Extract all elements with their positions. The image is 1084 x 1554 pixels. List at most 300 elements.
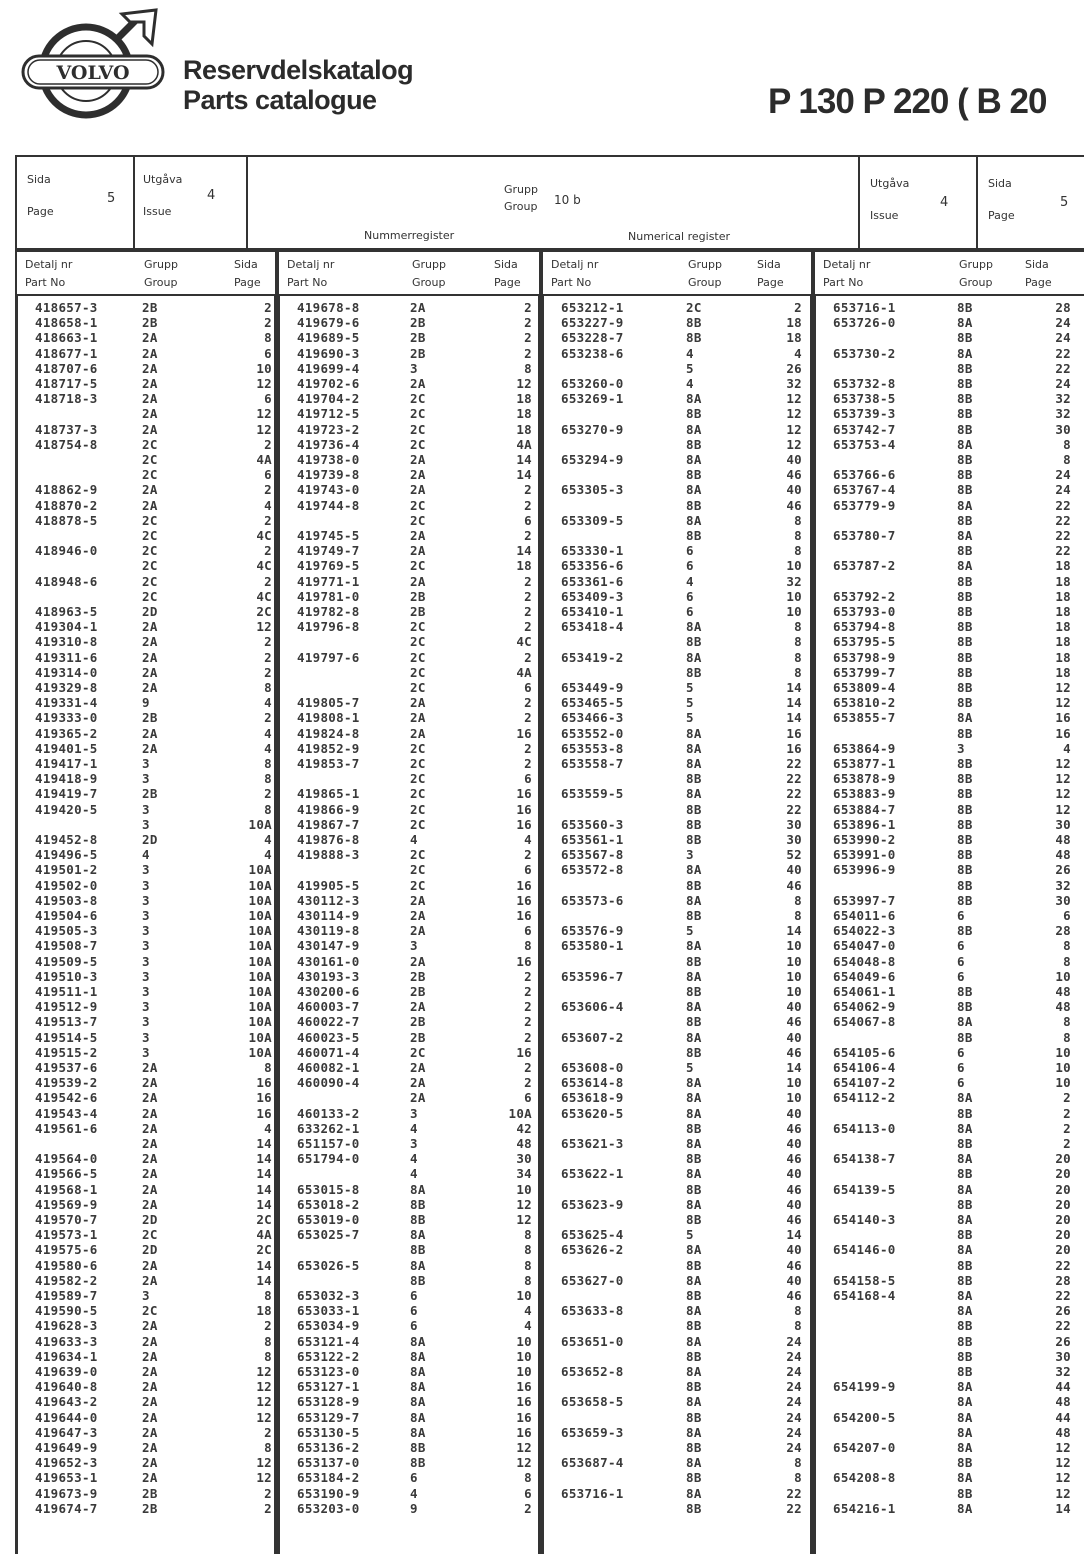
- page-ref: 24: [786, 1409, 802, 1425]
- table-row: [561, 361, 803, 376]
- group-header-en: Group: [688, 276, 722, 289]
- table-row: [35, 832, 272, 847]
- part-number: 460003-7: [297, 999, 360, 1015]
- table-row: [833, 710, 1078, 725]
- group-code: 2B: [410, 1029, 426, 1045]
- page-ref: 14: [256, 1257, 272, 1273]
- page-ref: 16: [516, 1044, 532, 1060]
- table-row: [297, 574, 531, 589]
- part-number: 653190-9: [297, 1485, 360, 1501]
- table-row: [833, 1364, 1078, 1379]
- table-row: [833, 634, 1078, 649]
- page-ref: 4C: [256, 588, 272, 604]
- page-ref: 40: [786, 1242, 802, 1258]
- part-number: 430147-9: [297, 938, 360, 954]
- table-row: [297, 1349, 531, 1364]
- page-ref: 20: [1055, 1151, 1071, 1167]
- page-ref: 16: [516, 953, 532, 969]
- page-ref: 40: [786, 1029, 802, 1045]
- group-code: 2C: [410, 497, 426, 513]
- table-row: [35, 1136, 272, 1151]
- page-ref: 2: [524, 528, 532, 543]
- group-code: 6: [957, 953, 965, 969]
- part-number: 430112-3: [297, 892, 360, 908]
- group-code: 3: [142, 953, 150, 969]
- group-code: 2A: [142, 1318, 158, 1334]
- part-number: 419805-7: [297, 695, 360, 711]
- group-code: 8B: [686, 1212, 702, 1227]
- group-code: 8B: [686, 436, 702, 452]
- group-header-en: Group: [412, 276, 446, 289]
- page-ref: 48: [1055, 999, 1071, 1015]
- table-row: [35, 1029, 272, 1045]
- page-ref: 14: [786, 695, 802, 711]
- table-row: [561, 771, 803, 786]
- group-code: 2C: [410, 862, 426, 878]
- part-number: 460071-4: [297, 1044, 360, 1060]
- part-number: 419509-5: [35, 953, 98, 969]
- part-number: 419678-8: [297, 300, 360, 315]
- group-code: 8B: [686, 664, 702, 680]
- table-row: [35, 1485, 272, 1501]
- table-row: [561, 406, 803, 421]
- table-row: [297, 346, 531, 361]
- group-code: 2C: [142, 1227, 158, 1243]
- group-code: 5: [686, 360, 694, 376]
- table-row: [35, 786, 272, 802]
- group-header-sv: Grupp: [688, 258, 722, 271]
- table-row: [297, 680, 531, 695]
- page-ref: 48: [1055, 1424, 1071, 1440]
- part-number: 419496-5: [35, 847, 98, 863]
- page-ref: 40: [786, 862, 802, 878]
- table-row: [297, 893, 531, 908]
- page-ref: 22: [1055, 497, 1071, 513]
- column-header: [813, 250, 1084, 296]
- page-ref: 10: [786, 558, 802, 574]
- page-ref: 14: [256, 1151, 272, 1167]
- part-number: 430193-3: [297, 968, 360, 984]
- page-ref: 46: [786, 467, 802, 483]
- page-ref: 32: [1055, 391, 1071, 407]
- part-number: 419575-6: [35, 1242, 98, 1258]
- table-row: [833, 1014, 1078, 1029]
- group-code: 8B: [686, 1409, 702, 1425]
- group-code: 8A: [686, 862, 702, 878]
- table-row: [833, 422, 1078, 437]
- page-ref: 46: [786, 1120, 802, 1136]
- group-code: 8A: [686, 938, 702, 954]
- table-row: [833, 832, 1078, 847]
- group-code: 2A: [142, 1060, 158, 1075]
- part-number: 654105-6: [833, 1044, 896, 1060]
- table-row: [561, 1501, 803, 1516]
- page-ref: 4C: [256, 528, 272, 543]
- group-code: 8B: [957, 376, 973, 391]
- table-row: [833, 452, 1078, 467]
- table-row: [561, 710, 803, 725]
- group-code: 2A: [410, 573, 426, 589]
- group-code: 8B: [686, 832, 702, 847]
- issue-box-left: [133, 155, 248, 250]
- table-row: [35, 908, 272, 923]
- group-code: 2A: [142, 1120, 158, 1136]
- part-number: 654107-2: [833, 1075, 896, 1091]
- page-ref: 4A: [516, 664, 532, 680]
- part-number: 419723-2: [297, 421, 360, 437]
- part-number: 654113-0: [833, 1120, 896, 1136]
- group-code: 8B: [957, 1227, 973, 1243]
- group-code: 6: [957, 908, 965, 923]
- table-row: [561, 695, 803, 710]
- page-ref: 46: [786, 1044, 802, 1060]
- table-row: [833, 938, 1078, 953]
- table-row: [561, 923, 803, 938]
- page-ref: 2: [524, 604, 532, 619]
- part-number: 653855-7: [833, 710, 896, 726]
- group-code: 8A: [957, 1242, 973, 1258]
- group-code: 8B: [957, 1196, 973, 1212]
- table-row: [561, 1288, 803, 1303]
- group-code: 8B: [957, 330, 973, 346]
- table-row: [35, 847, 272, 863]
- page-ref: 16: [516, 816, 532, 832]
- page-ref: 8: [794, 1470, 802, 1486]
- table-row: [561, 1258, 803, 1273]
- table-row: [833, 984, 1078, 999]
- page-ref: 20: [1055, 1212, 1071, 1227]
- group-code: 8A: [957, 528, 973, 543]
- part-number: 419561-6: [35, 1120, 98, 1136]
- part-number: 653799-7: [833, 664, 896, 680]
- table-row: [833, 1273, 1078, 1288]
- page-ref: 22: [1055, 528, 1071, 543]
- page-ref: 10A: [248, 1029, 272, 1045]
- page-ref: 30: [786, 832, 802, 847]
- group-code: 2A: [410, 923, 426, 939]
- part-number: 419852-9: [297, 740, 360, 756]
- group-code: 2C: [410, 634, 426, 650]
- part-number: 654067-8: [833, 1014, 896, 1030]
- table-row: [297, 330, 531, 345]
- group-code: 8B: [957, 999, 973, 1015]
- part-number: 654199-9: [833, 1379, 896, 1395]
- table-row: [561, 1303, 803, 1318]
- table-row: [561, 817, 803, 832]
- group-code: 8A: [957, 1394, 973, 1410]
- group-code: 4: [142, 847, 150, 863]
- group-code: 8B: [957, 588, 973, 604]
- part-number: 419513-7: [35, 1014, 98, 1030]
- part-number: 653877-1: [833, 756, 896, 771]
- group-code: 8B: [686, 984, 702, 999]
- part-number: 419738-0: [297, 452, 360, 467]
- group-code: 2A: [142, 1440, 158, 1455]
- page-ref: 10: [1055, 1075, 1071, 1091]
- group-code: 2C: [410, 558, 426, 574]
- table-row: [561, 954, 803, 969]
- page-ref: 10: [786, 1090, 802, 1106]
- group-code: 8A: [410, 1379, 426, 1395]
- group-code: 6: [410, 1470, 418, 1486]
- table-row: [561, 1379, 803, 1394]
- group-code: 8A: [957, 1014, 973, 1030]
- page-ref: 12: [516, 1212, 532, 1227]
- page-ref: 4A: [256, 1227, 272, 1243]
- table-row: [833, 954, 1078, 969]
- page-ref: 16: [1055, 710, 1071, 726]
- group-code: 8A: [957, 497, 973, 513]
- part-number: 460022-7: [297, 1014, 360, 1030]
- table-row: [297, 406, 531, 421]
- page-ref: 4A: [516, 436, 532, 452]
- table-row: [35, 1120, 272, 1136]
- page-ref: 8: [1063, 1014, 1071, 1030]
- group-code: 2D: [142, 832, 158, 847]
- page-label-en: Page: [27, 205, 54, 218]
- group-code: 2C: [142, 573, 158, 589]
- part-number: 654048-8: [833, 953, 896, 969]
- table-row: [833, 1060, 1078, 1075]
- table-row: [297, 1090, 531, 1105]
- part-number: 653572-8: [561, 862, 624, 878]
- part-number: 419573-1: [35, 1227, 98, 1243]
- group-code: 2A: [410, 452, 426, 467]
- part-number: 419739-8: [297, 467, 360, 483]
- page-ref: 4: [524, 832, 532, 847]
- page-ref: 2: [524, 847, 532, 863]
- part-number: 419502-0: [35, 877, 98, 893]
- page-ref: 48: [1055, 1394, 1071, 1410]
- page-ref: 16: [256, 1090, 272, 1106]
- table-row: [35, 680, 272, 695]
- group-code: 2A: [410, 1060, 426, 1075]
- page-ref: 12: [256, 1455, 272, 1471]
- table-row: [561, 1045, 803, 1060]
- part-number: 653032-3: [297, 1288, 360, 1303]
- group-code: 3: [410, 1105, 418, 1121]
- part-number: 419508-7: [35, 938, 98, 954]
- table-row: [297, 923, 531, 938]
- page-ref: 18: [1055, 588, 1071, 604]
- page-ref: 2: [524, 300, 532, 315]
- page-ref: 10A: [248, 953, 272, 969]
- group-code: 8B: [686, 406, 702, 422]
- table-row: [833, 1258, 1078, 1273]
- group-code: 2A: [142, 1105, 158, 1121]
- part-number: 653227-9: [561, 315, 624, 331]
- table-row: [561, 330, 803, 345]
- group-code: 8B: [686, 634, 702, 650]
- group-code: 8B: [686, 1500, 702, 1516]
- part-number: 419639-0: [35, 1364, 98, 1379]
- group-code: 2C: [410, 649, 426, 665]
- issue-label-sv: Utgåva: [143, 173, 183, 186]
- group-code: 8A: [686, 1090, 702, 1106]
- page-ref: 32: [786, 376, 802, 391]
- part-number: 653739-3: [833, 406, 896, 422]
- table-row: [561, 878, 803, 893]
- page-ref: 16: [516, 801, 532, 817]
- table-row: [833, 726, 1078, 741]
- group-code: 2B: [142, 1500, 158, 1516]
- group-code: 8B: [957, 756, 973, 771]
- group-code: 8A: [957, 1409, 973, 1425]
- page-ref: 2: [524, 740, 532, 756]
- table-row: [297, 528, 531, 543]
- page-ref: 4: [524, 1303, 532, 1319]
- group-code: 4: [410, 1120, 418, 1136]
- part-number: 418870-2: [35, 497, 98, 513]
- group-code: 3: [142, 923, 150, 939]
- table-row: [35, 376, 272, 391]
- part-number: 418718-3: [35, 391, 98, 407]
- group-code: 8B: [957, 877, 973, 893]
- part-number: 653606-4: [561, 999, 624, 1015]
- page-ref: 40: [786, 452, 802, 467]
- group-code: 2A: [142, 1424, 158, 1440]
- table-row: [297, 391, 531, 406]
- group-code: 8B: [686, 528, 702, 543]
- page-ref: 8: [794, 619, 802, 635]
- group-code: 2A: [142, 1348, 158, 1364]
- table-row: [297, 1242, 531, 1257]
- part-number: 654139-5: [833, 1181, 896, 1197]
- group-code: 2C: [410, 740, 426, 756]
- page-ref: 28: [1055, 923, 1071, 939]
- page-ref: 2: [264, 664, 272, 680]
- page-ref: 46: [786, 877, 802, 893]
- table-row: [833, 817, 1078, 832]
- group-code: 2B: [410, 330, 426, 346]
- part-number: 653607-2: [561, 1029, 624, 1045]
- group-code: 4: [686, 573, 694, 589]
- page-ref: 8: [794, 1455, 802, 1471]
- table-row: [561, 1227, 803, 1242]
- page-ref: 22: [1055, 360, 1071, 376]
- page-ref: 2: [524, 968, 532, 984]
- page-box-left: [15, 155, 135, 250]
- group-code: 2A: [142, 1394, 158, 1410]
- page-ref: 10: [786, 1075, 802, 1091]
- page-header-en: Page: [494, 276, 521, 289]
- table-row: [561, 619, 803, 634]
- page-label-sv-right: Sida: [988, 177, 1012, 190]
- table-row: [833, 528, 1078, 543]
- part-number: 653238-6: [561, 345, 624, 361]
- group-code: 2C: [142, 528, 158, 543]
- page-ref: 2: [264, 436, 272, 452]
- part-number: 419590-5: [35, 1303, 98, 1319]
- group-code: 2C: [142, 558, 158, 574]
- table-row: [561, 650, 803, 665]
- group-code: 8A: [957, 1500, 973, 1516]
- part-number: 419888-3: [297, 847, 360, 863]
- group-code: 8A: [410, 1394, 426, 1410]
- table-row: [35, 968, 272, 984]
- part-number: 653626-2: [561, 1242, 624, 1258]
- page-ref: 16: [256, 1075, 272, 1091]
- page-ref: 2: [264, 300, 272, 315]
- part-number: 654146-0: [833, 1242, 896, 1258]
- page-ref: 8: [794, 543, 802, 559]
- group-code: 3: [142, 877, 150, 893]
- table-row: [297, 1166, 531, 1181]
- part-number: 653798-9: [833, 649, 896, 665]
- part-number: 419628-3: [35, 1318, 98, 1334]
- group-code: 2C: [410, 801, 426, 817]
- table-row: [833, 361, 1078, 376]
- table-row: [297, 619, 531, 634]
- page-ref: 24: [1055, 330, 1071, 346]
- group-code: 8B: [410, 1272, 426, 1288]
- part-number: 418963-5: [35, 604, 98, 619]
- table-row: [35, 1333, 272, 1349]
- page-ref: 2: [524, 345, 532, 361]
- group-code: 8B: [957, 1333, 973, 1349]
- page-ref: 10: [786, 968, 802, 984]
- group-code: 8B: [957, 1166, 973, 1182]
- page-ref: 14: [256, 1272, 272, 1288]
- group-code: 8B: [686, 1181, 702, 1197]
- table-row: [35, 391, 272, 407]
- page-ref: 14: [256, 1136, 272, 1151]
- table-row: [35, 816, 272, 832]
- part-number: 419647-3: [35, 1424, 98, 1440]
- part-number: 418862-9: [35, 482, 98, 498]
- table-row: [297, 1318, 531, 1333]
- page-ref: 40: [786, 1196, 802, 1212]
- group-code: 8A: [957, 1212, 973, 1227]
- page-ref: 2: [524, 999, 532, 1015]
- table-row: [35, 1455, 272, 1471]
- table-row: [35, 604, 272, 619]
- table-row: [35, 406, 272, 422]
- page-ref: 8: [1063, 452, 1071, 467]
- group-code: 8B: [957, 604, 973, 619]
- table-row: [561, 437, 803, 452]
- table-row: [297, 1455, 531, 1470]
- page-ref: 12: [1055, 1470, 1071, 1486]
- page-ref: 46: [786, 1288, 802, 1303]
- part-number: 653130-5: [297, 1424, 360, 1440]
- part-number: 418658-1: [35, 315, 98, 331]
- table-row: [297, 376, 531, 391]
- table-row: [35, 1409, 272, 1425]
- table-row: [833, 1501, 1078, 1516]
- part-number: 653356-6: [561, 558, 624, 574]
- page-ref: 2C: [256, 1242, 272, 1258]
- table-row: [561, 1242, 803, 1257]
- part-number: 654168-4: [833, 1288, 896, 1303]
- part-number: 653418-4: [561, 619, 624, 635]
- group-code: 3: [410, 360, 418, 376]
- column-header: [541, 250, 813, 296]
- part-number: 653128-9: [297, 1394, 360, 1410]
- page-ref: 14: [786, 923, 802, 939]
- table-row: [35, 1151, 272, 1167]
- page-ref: 14: [256, 1166, 272, 1182]
- page-ref: 24: [1055, 482, 1071, 498]
- part-number: 419866-9: [297, 801, 360, 817]
- table-row: [833, 498, 1078, 513]
- page-ref: 4: [524, 1318, 532, 1334]
- group-code: 8A: [957, 315, 973, 331]
- part-number: 653651-0: [561, 1333, 624, 1349]
- table-row: [833, 1379, 1078, 1394]
- page-ref: 8: [264, 1333, 272, 1349]
- part-number: 653567-8: [561, 847, 624, 863]
